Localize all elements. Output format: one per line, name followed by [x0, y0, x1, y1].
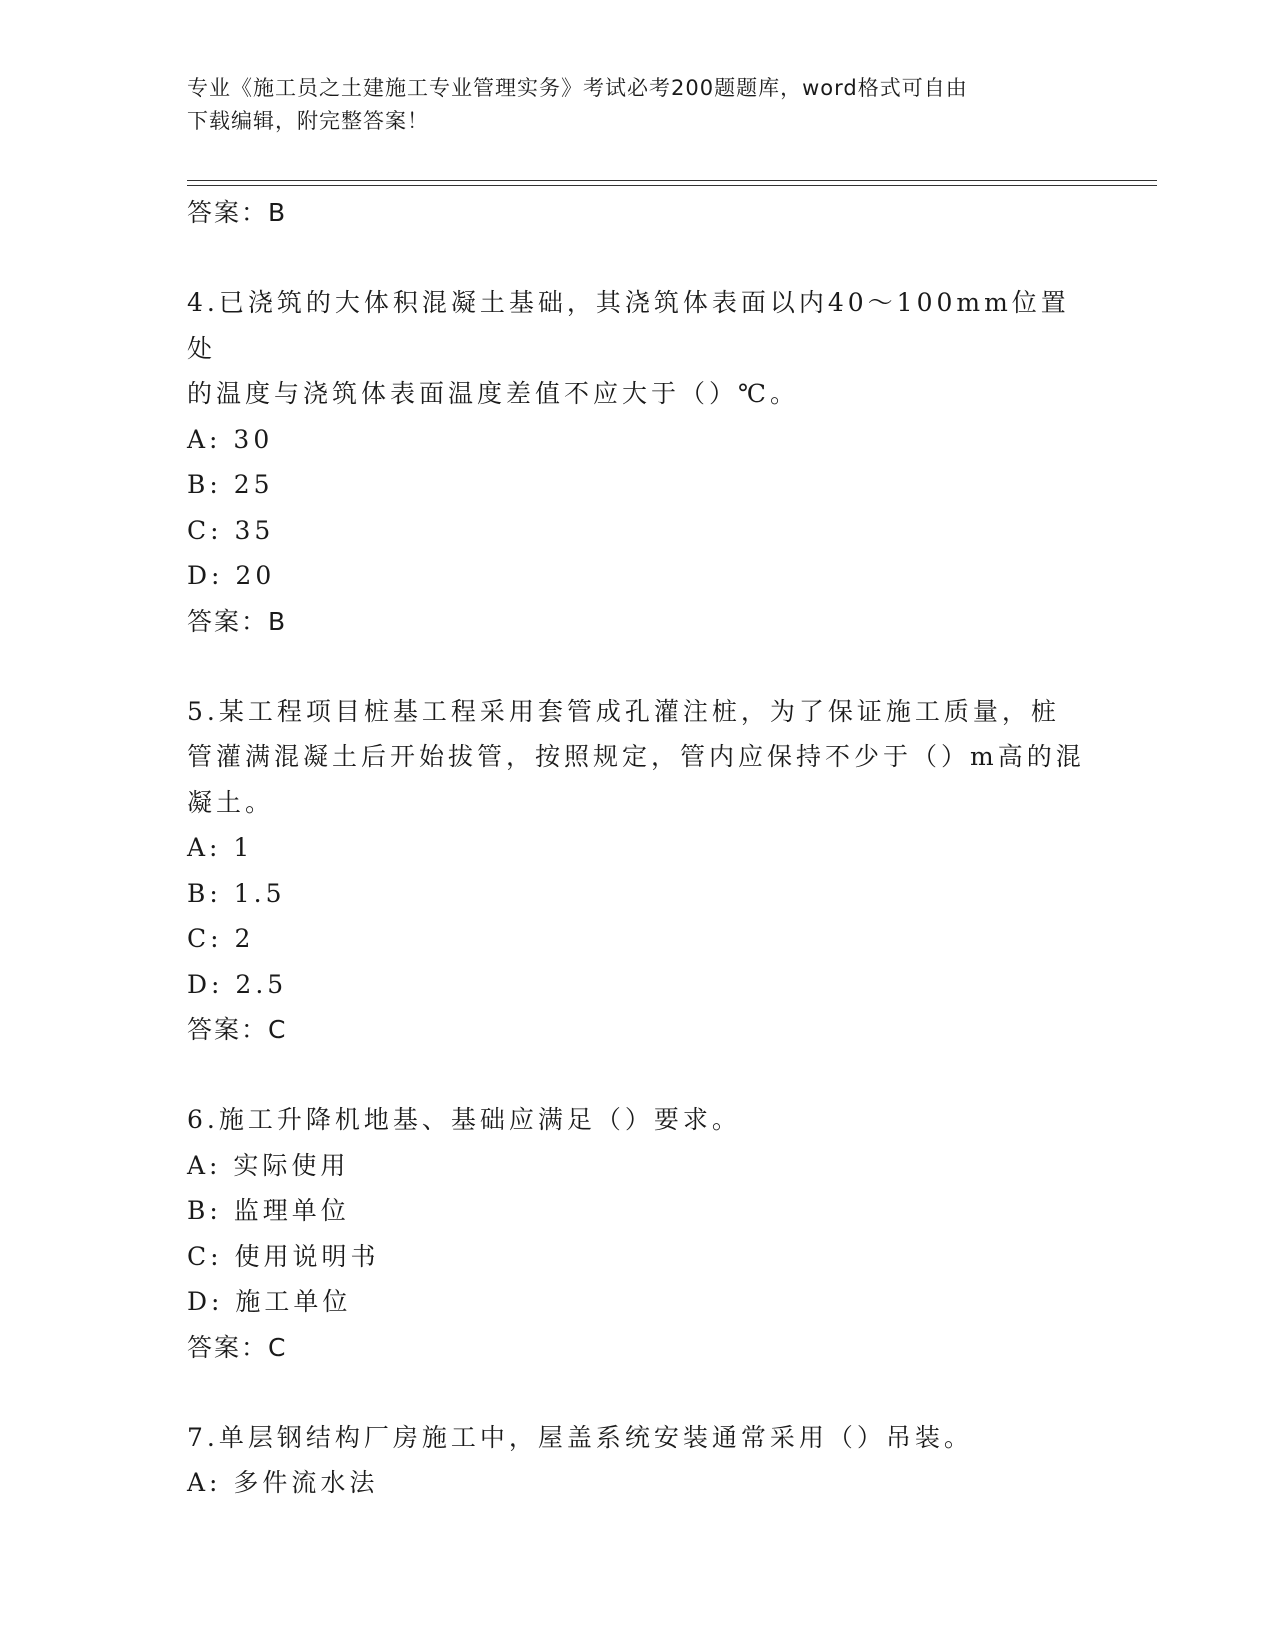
- question-item: [187, 1415, 1087, 1506]
- question-item: [187, 1097, 1087, 1371]
- option-b: B: 1.5: [187, 878, 286, 908]
- question-item: [187, 689, 1087, 1054]
- header-line-1: 专业《施工员之土建施工专业管理实务》考试必考200题题库，word格式可自由: [187, 76, 968, 100]
- option-b: B: 25: [187, 470, 274, 499]
- answer-line: 答案：C: [187, 1015, 288, 1044]
- answer-line: 答案：C: [187, 1332, 288, 1362]
- question-stem: [187, 280, 1087, 417]
- question-list: [187, 190, 1087, 1506]
- option-a: A: 多件流水法: [187, 1468, 379, 1497]
- option-a: A: 30: [187, 424, 274, 454]
- question-item: [187, 280, 1087, 645]
- question-stem: [187, 1097, 1087, 1143]
- question-stem: [187, 689, 1087, 826]
- question-stem-line: 的温度与浇筑体表面温度差值不应大于（）℃。: [187, 379, 799, 408]
- document-header: [187, 72, 1087, 138]
- option-c: C: 使用说明书: [187, 1241, 380, 1271]
- question-stem-line: 6.施工升降机地基、基础应满足（）要求。: [187, 1105, 741, 1134]
- option-c: C: 2: [187, 924, 255, 953]
- previous-answer: 答案：B: [187, 198, 288, 227]
- question-stem: [187, 1415, 1087, 1461]
- header-divider-top: [187, 180, 1157, 181]
- answer-line: 答案：B: [187, 606, 288, 636]
- question-stem-line: 4.已浇筑的大体积混凝土基础，其浇筑体表面以内40～100mm位置处: [187, 288, 1070, 363]
- option-d: D: 施工单位: [187, 1287, 352, 1316]
- option-d: D: 20: [187, 561, 276, 590]
- header-line-2: 下载编辑，附完整答案！: [187, 109, 429, 133]
- question-stem-line: 7.单层钢结构厂房施工中，屋盖系统安装通常采用（）吊装。: [187, 1422, 973, 1452]
- header-divider-bottom: [187, 185, 1157, 186]
- option-b: B: 监理单位: [187, 1196, 350, 1225]
- question-stem-line: 凝土。: [187, 787, 275, 817]
- question-stem-line: 5.某工程项目桩基工程采用套管成孔灌注桩，为了保证施工质量，桩: [187, 696, 1060, 726]
- option-a: A: 1: [187, 833, 254, 862]
- option-c: C: 35: [187, 515, 275, 545]
- option-d: D: 2.5: [187, 969, 288, 999]
- option-a: A: 实际使用: [187, 1150, 350, 1180]
- question-stem-line: 管灌满混凝土后开始拔管，按照规定，管内应保持不少于（）m高的混: [187, 742, 1085, 771]
